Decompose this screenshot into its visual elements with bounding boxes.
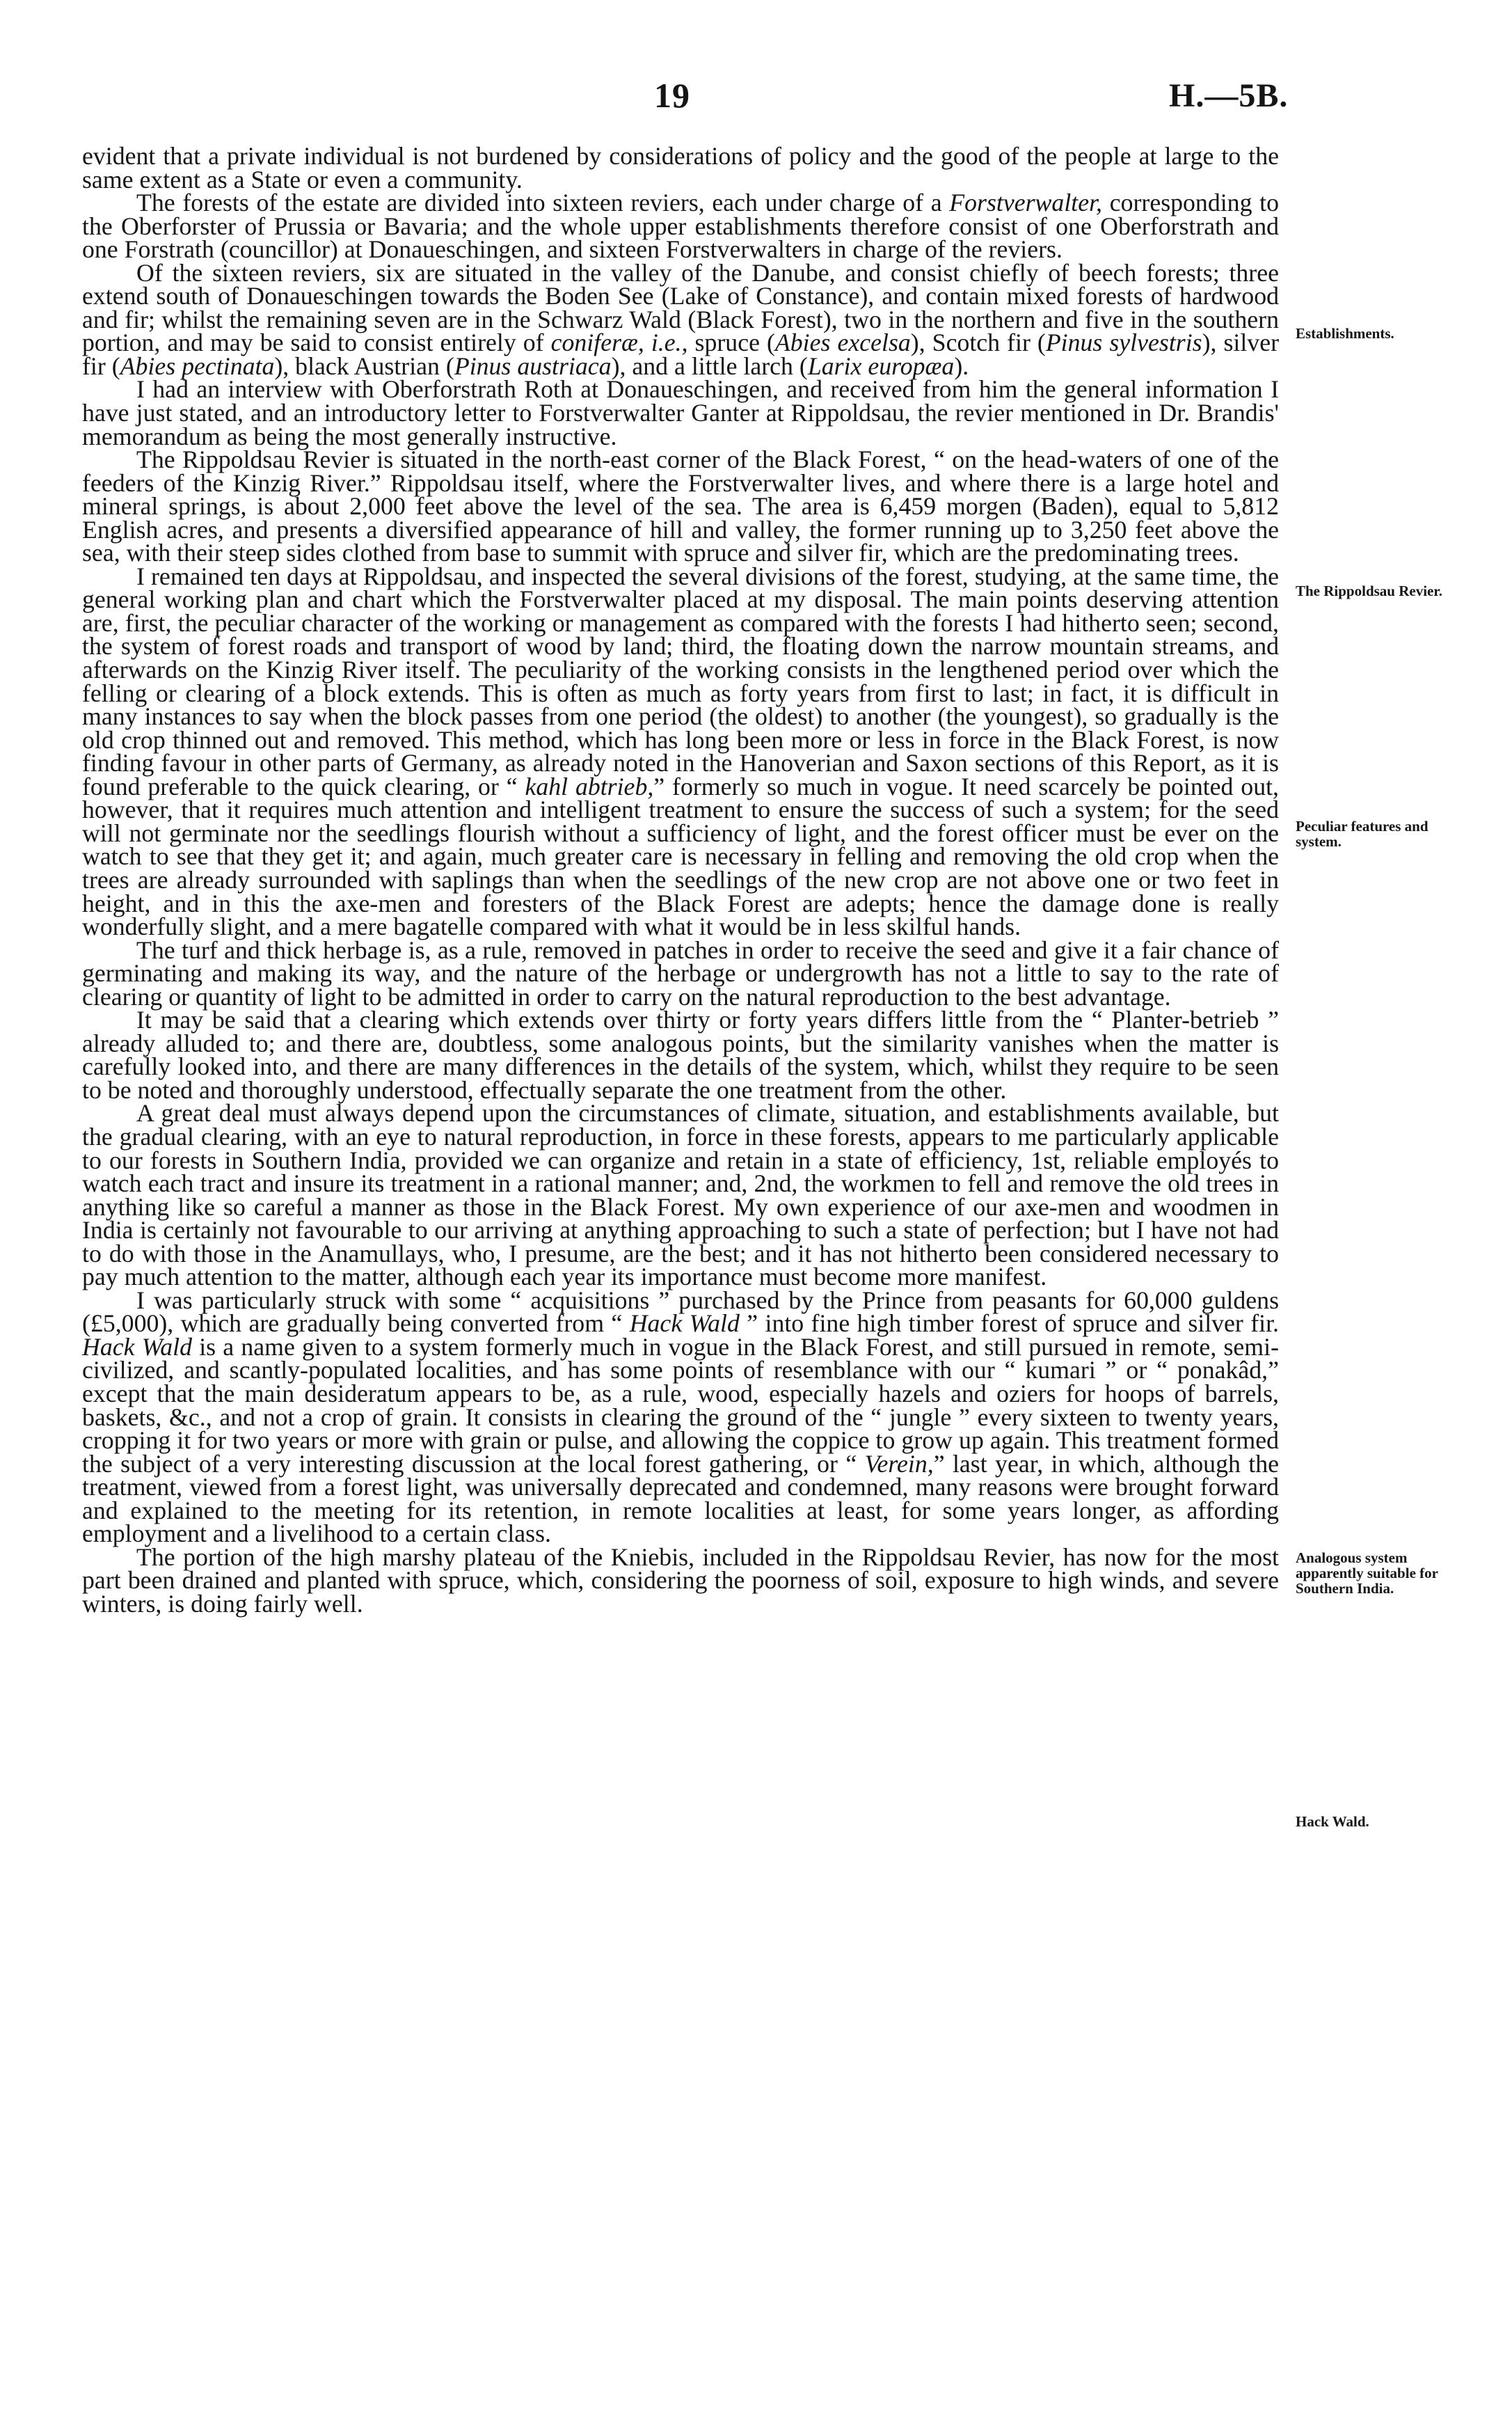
margin-note-analogous-system: Analogous system apparently suitable for Southern India. — [1296, 1549, 1438, 1597]
text-run: ), silver fir ( — [82, 329, 1279, 380]
italic-term: Pinus sylvestris — [1045, 329, 1202, 357]
text-run: The Rippoldsau Revier is situated in the north-east corner of the Black Forest, “ on the head-waters of one of the feeders of the Kinzig River.” Rippoldsau itself, where the Forstverwalter lives, and where there is a large hotel and mineral springs, is about 2,000 feet above the level of the sea. The area is 6,459 morgen (Baden), equal to 5,812 English acres, and presents a diversified appearance of hill and valley, the former running up to 3,250 feet above the sea, with their steep sides clothed from base to summit with spruce and silver fir, which are the predominating trees. — [82, 445, 1279, 567]
paragraph-4 — [82, 375, 1279, 450]
margin-note-peculiar-features: Peculiar features and system. — [1296, 818, 1429, 850]
page-header — [0, 70, 1512, 118]
italic-term: Abies pectinata — [120, 352, 275, 380]
italic-term: coniferæ, i.e., — [550, 329, 688, 357]
paragraph-7 — [82, 935, 1279, 1011]
text-run: The portion of the high marshy plateau of the Kniebis, included in the Rippoldsau Revier, has now for the most part been drained and planted with spruce, which, considering the poorness of soil, exposure to high winds, and severe winters, is doing fairly well. — [82, 1542, 1279, 1618]
italic-term: Hack Wald — [82, 1332, 192, 1361]
text-run: is a name given to a system formerly much in vogue in the Black Forest, and still pursued in remote, semi-civilized, and scantly-populated localities, and has some points of resemblance with our “ kumari ” or “ ponakâd,” except that the main desideratum appears to be, as a rule, wood, especially hazels and oziers for hoops of barrels, baskets, &c., and not a crop of grain. It consists in clearing the ground of the “ jungle ” every sixteen to twenty years, cropping it for two years or more with grain or pulse, and allowing the coppice to grow up again. This treatment formed the subject of a very interesting discussion at the local forest gathering, or “ — [82, 1332, 1279, 1478]
text-run: ). — [954, 352, 969, 380]
paragraph-1 — [82, 142, 1279, 193]
paragraph-10 — [82, 1286, 1279, 1548]
margin-note-hack-wald: Hack Wald. — [1296, 1813, 1369, 1830]
text-run: The forests of the estate are divided into sixteen reviers, each under charge of a — [136, 189, 950, 217]
italic-term: Pinus austriaca — [454, 352, 612, 380]
paragraph-8 — [82, 1006, 1279, 1104]
body-text — [82, 142, 1279, 1618]
text-run: corresponding to the Oberforster of Prussia or Bavaria; and the whole upper establishments therefore consist of one Oberforstrath and one Forstrath (councillor) at Donaueschingen, and sixteen Forstverwalters in charge of the reviers. — [82, 189, 1279, 264]
text-run: I had an interview with Oberforstrath Roth at Donaueschingen, and received from him the general information I have just stated, and an introductory letter to Forstverwalter Ganter at Rippoldsau, the revier mentioned in Dr. Brandis' memorandum as being the most generally instructive. — [82, 375, 1279, 450]
text-run: ), and a little larch ( — [611, 352, 808, 380]
italic-term: Abies excelsa — [774, 329, 911, 357]
text-run: ), black Austrian ( — [274, 352, 454, 380]
text-run: The turf and thick herbage is, as a rule, removed in patches in order to receive the seed and give it a fair chance of germinating and making its way, and the nature of the herbage or undergrowth has not a little to say to the rate of clearing or quantity of light to be admitted in order to carry on the natural reproduction to the best advantage. — [82, 935, 1279, 1011]
text-run: ” formerly so much in vogue. It need scarcely be pointed out, however, that it requires much attention and intelligent treatment to ensure the success of such a system; for the seed will not germinate nor the seedlings flourish without a sufficiency of light, and the forest officer must be ever on the watch to see that they get it; and again, much greater care is necessary in felling and removing the old crop when the trees are already surrounded with saplings than when the seedlings of the new crop are not above one or two feet in height, and in this the axe-men and foresters of the Black Forest are adepts; hence the damage done is really wonderfully slight, and a mere bagatelle compared with what it would be in less skilful hands. — [82, 772, 1279, 941]
italic-term: Hack Wald — [629, 1309, 740, 1338]
text-run: ” into fine high timber forest of spruce and silver fir. — [739, 1309, 1279, 1338]
paragraph-3 — [82, 258, 1279, 380]
paragraph-5 — [82, 445, 1279, 567]
paragraph-6 — [82, 562, 1279, 941]
italic-term: Verein, — [864, 1449, 934, 1478]
italic-term: kahl abtrieb, — [525, 772, 654, 800]
text-run: A great deal must always depend upon the circumstances of climate, situation, and establishments available, but the gradual clearing, with an eye to natural reproduction, in force in these forests, appears to me particularly applicable to our forests in Southern India, provided we can organize and retain in a state of efficiency, 1st, reliable employés to watch each tract and insure its treatment in a rational manner; and, 2nd, the workmen to fell and remove the old trees in anything like so careful a manner as those in the Black Forest. My own experience of our axe-men and woodmen in India is certainly not favourable to our arriving at anything approaching to such a state of perfection; but I have not had to do with those in the Anamullays, who, I presume, are the best; and it has not hitherto been considered necessary to pay much attention to the matter, although each year its importance must become more manifest. — [82, 1099, 1279, 1291]
text-run: evident that a private individual is not burdened by considerations of policy and the good of the people at large to the same extent as a State or even a community. — [82, 142, 1279, 193]
text-run: Of the sixteen reviers, six are situated in the valley of the Danube, and consist chiefly of beech forests; three extend south of Donaueschingen towards the Boden See (Lake of Constance), and contain mixed forests of hardwood and fir; whilst the remaining seven are in the Schwarz Wald (Black Forest), two in the northern and five in the southern portion, and may be said to consist entirely of — [82, 258, 1279, 357]
margin-note-establishments: Establishments. — [1296, 325, 1394, 342]
text-run: It may be said that a clearing which extends over thirty or forty years differs little from the “ Planter-betrieb ” already alluded to; and there are, doubtless, some analogous points, but the similarity vanishes when the matter is carefully looked into, and there are many differences in the details of the system, which, whilst they require to be seen to be noted and thoroughly understood, effectually separate the one treatment from the other. — [82, 1006, 1279, 1104]
text-run: ” last year, in which, although the treatment, viewed from a forest light, was universally deprecated and condemned, many reasons were brought forward and explained to the meeting for its retention, in remote localities at least, for some years longer, as affording employment and a livelihood to a certain class. — [82, 1449, 1279, 1548]
text-run: I remained ten days at Rippoldsau, and inspected the several divisions of the forest, studying, at the same time, the general working plan and chart which the Forstverwalter placed at my disposal. The main points deserving attention are, first, the peculiar character of the working or management as compared with the forests I had hitherto seen; second, the system of forest roads and transport of wood by land; third, the floating down the narrow mountain streams, and afterwards on the Kinzig River itself. The peculiarity of the working consists in the lengthened period over which the felling or clearing of a block extends. This is often as much as forty years from first to last; in fact, it is difficult in many instances to say when the block passes from one period (the oldest) to another (the youngest), so gradually is the old crop thinned out and removed. This method, which has long been more or less in force in the Black Forest, is now finding favour in other parts of Germany, as already noted in the Hanoverian and Saxon sections of this Report, as it is found preferable to the quick clearing, or “ — [82, 562, 1279, 800]
margin-note-rippoldsau-revier: The Rippoldsau Revier. — [1296, 583, 1443, 599]
page-number: 19 — [654, 76, 690, 115]
text-run: ), Scotch fir ( — [910, 329, 1046, 357]
document-reference: H.—5B. — [1169, 77, 1289, 114]
paragraph-9 — [82, 1099, 1279, 1291]
italic-term: Forstverwalter, — [949, 189, 1103, 217]
text-run: spruce ( — [687, 329, 775, 357]
text-run: I was particularly struck with some “ acquisitions ” purchased by the Prince from peasants for 60,000 guldens (£5,000), which are gradually being converted from “ — [82, 1286, 1279, 1338]
italic-term: Larix europæa — [807, 352, 955, 380]
paragraph-2 — [82, 191, 1279, 262]
paragraph-11 — [82, 1542, 1279, 1618]
